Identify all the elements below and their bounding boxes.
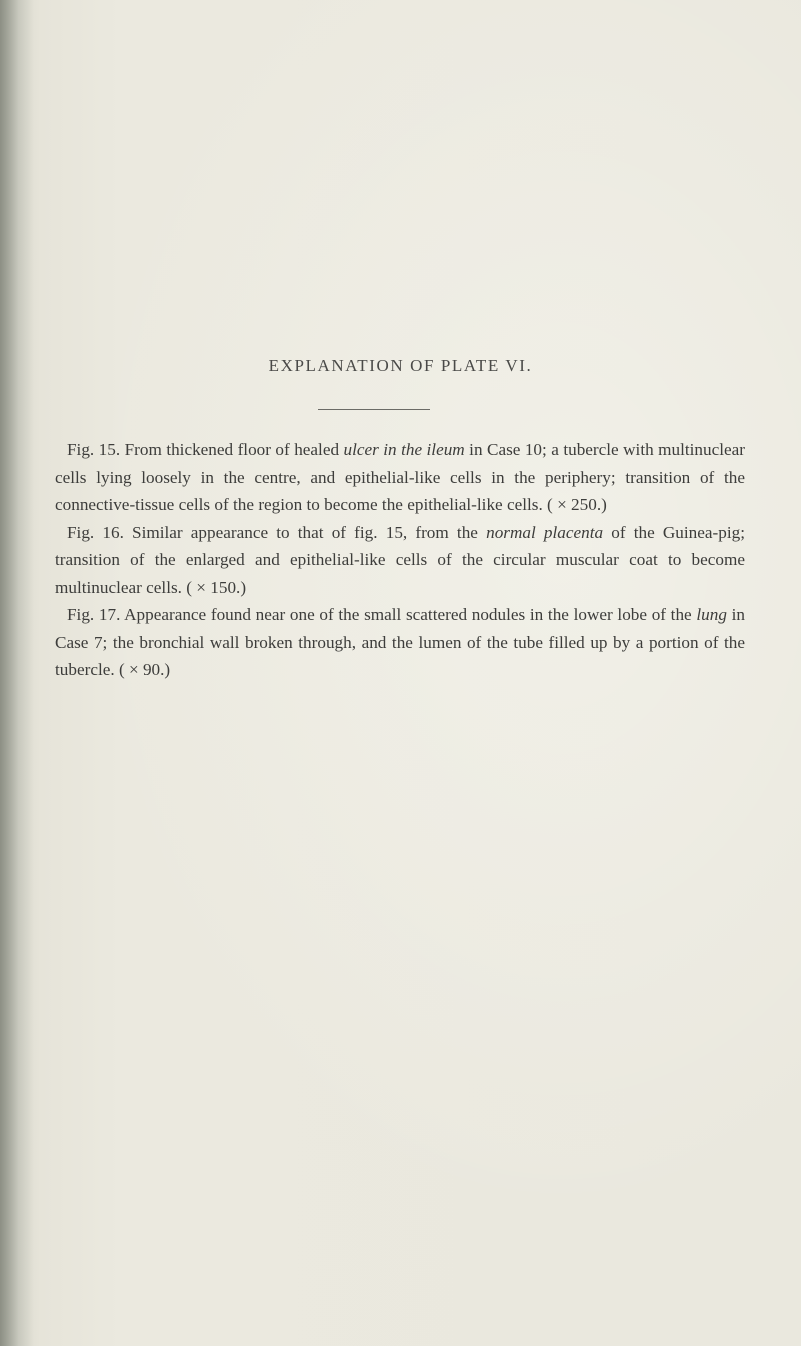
figure-explanations xyxy=(55,436,745,684)
figure-15-text-before: From thickened floor of healed xyxy=(120,440,344,459)
figure-16-label: Fig. 16. xyxy=(67,522,124,542)
figure-17-italic: lung xyxy=(696,605,727,624)
plate-heading: EXPLANATION OF PLATE VI. xyxy=(268,356,533,375)
figure-16-italic: normal placenta xyxy=(486,522,604,542)
figure-17-text-after: in Case 7; the bronchial wall broken through, and the lumen of the tube filled up by a portion of the tubercle. ( × 90.) xyxy=(55,605,745,679)
heading-rule xyxy=(318,409,430,410)
figure-16-text-before: Similar appearance to that of fig. 15, from the xyxy=(123,522,487,542)
figure-15-paragraph xyxy=(55,436,745,519)
binding-shadow xyxy=(0,0,34,1346)
figure-15-italic: ulcer in the ileum xyxy=(343,440,465,459)
figure-17-label: Fig. 17. xyxy=(67,605,121,624)
figure-15-text-after: in Case 10; a tubercle with multinuclear cells lying loosely in the centre, and epithelial-like cells in the periphery; transition of the connective-tissue cells of the region to become the epithelial-like cells. ( × 250.) xyxy=(55,440,745,514)
figure-16-paragraph xyxy=(55,519,745,602)
figure-17-paragraph xyxy=(55,601,745,684)
figure-15-label: Fig. 15. xyxy=(67,440,121,459)
figure-16-text-after: of the Guinea-pig; transition of the enlarged and epithelial-like cells of the circular muscular coat to become multinuclear cells. ( × 150.) xyxy=(55,522,745,597)
figure-17-text-before: Appearance found near one of the small scattered nodules in the lower lobe of the xyxy=(120,605,697,624)
